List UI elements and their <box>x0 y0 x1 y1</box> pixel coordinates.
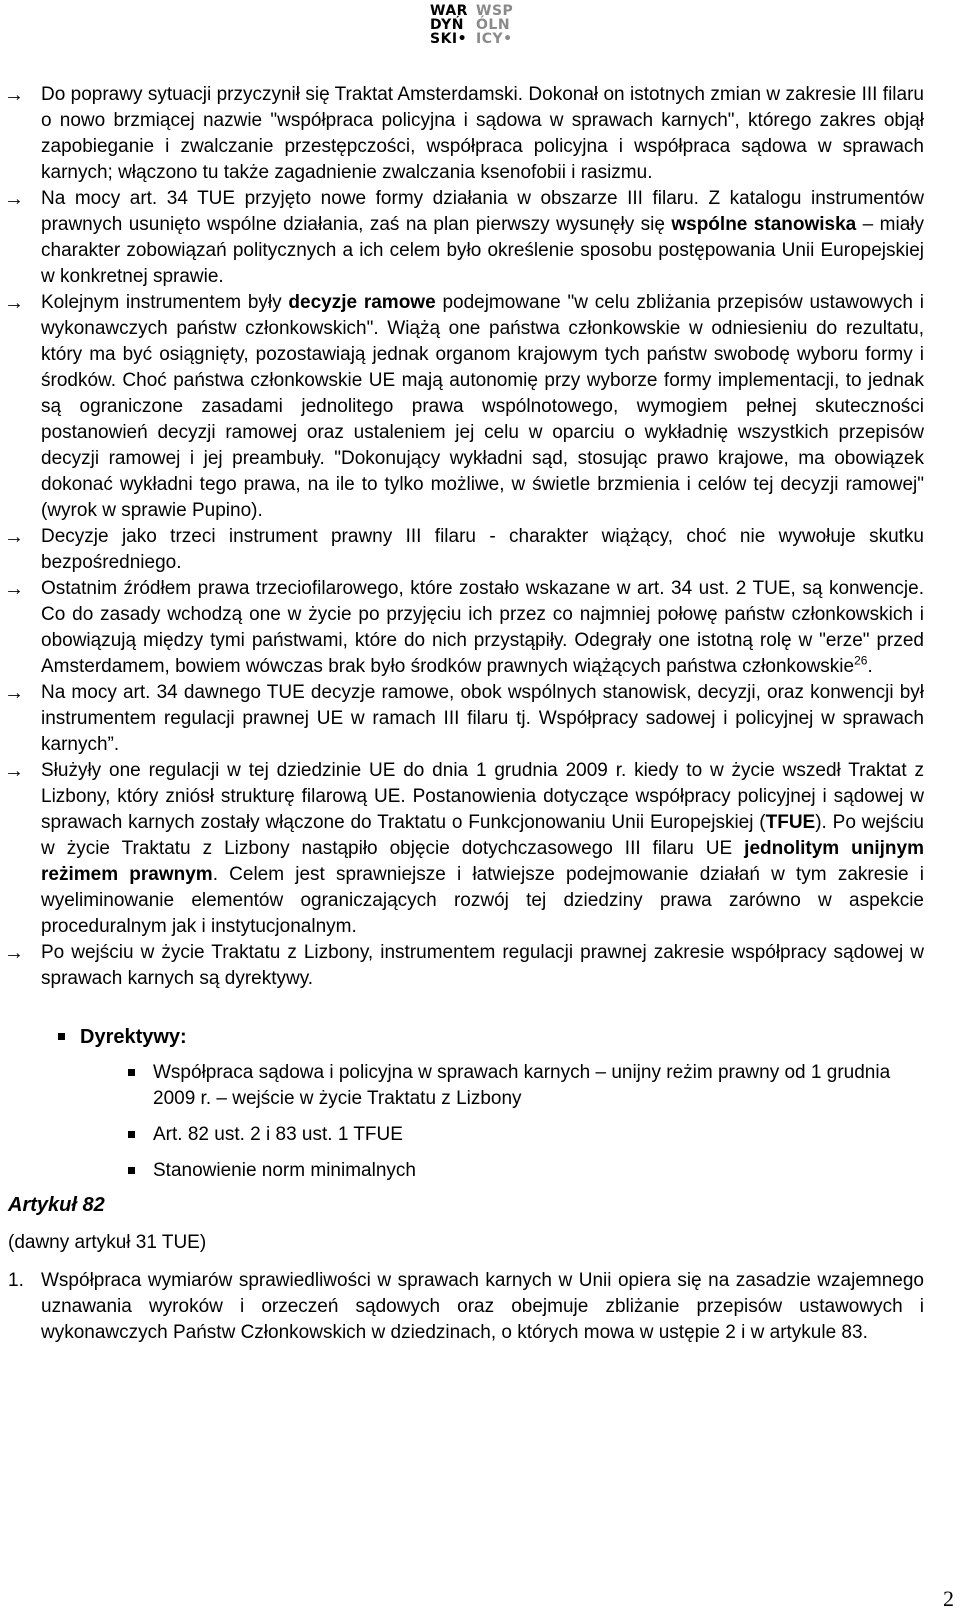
arrow-icon: → <box>4 578 24 600</box>
paragraph-text: ). Po wejściu w życie Traktatu z Lizbony nastąpiło objęcie dotychczasowego III filaru UE <box>41 812 925 859</box>
list-item-text: Stanowienie norm minimalnych <box>153 1160 416 1181</box>
bold-term: decyzje ramowe <box>288 292 436 313</box>
paragraph-text: Służyły one regulacji w tej dziedzinie UE do dnia 1 grudnia 2009 r. kiedy to w życie wszedł Traktat z Lizbony, który zniósł strukturę filarową UE. Postanowienia dotyczące współpracy policyjnej i sądowej w sprawach karnych zostały włączone do Traktatu o Funkcjonowaniu Unii Europejskiej ( <box>41 760 924 833</box>
paragraph <box>0 940 924 992</box>
square-bullet-icon <box>128 1167 135 1174</box>
paragraph-text: podejmowane "w celu zbliżania przepisów ustawowych i wykonawczych państw członkowskich". Wiążą one państwa członkowskie w odniesieniu do rezultatu, który ma być osiągnięty, pozostawiają jednak organom krajowym tych państw swobodę wyboru formy i środków. Choć państwa członkowskie UE mają autonomię przy wyborze formy implementacji, to jednak są ograniczone zasadami jednolitego prawa wspólnotowego, wymogiem pełnej skuteczności postanowień decyzji ramowej oraz ustaleniem jej celu w oparciu o wykładnię wszystkich przepisów decyzji ramowej i jej preambuły. "Dokonujący wykładni sąd, stosując prawo krajowe, ma obowiązek dokonać wykładni tego prawa, na ile to tylko możliwe, w świetle brzmienia i celów tej decyzji ramowej" (wyrok w sprawie Pupino). <box>41 292 924 521</box>
paragraph <box>0 186 924 290</box>
list-item <box>0 1122 926 1148</box>
point-text: Współpraca wymiarów sprawiedliwości w sprawach karnych w Unii opiera się na zasadzie wzajemnego uznawania wyroków i orzeczeń sądowych oraz obejmuje zbliżanie przepisów ustawowych i wykonawczych Państw Członkowskich w dziedzinach, o których mowa w ustępie 2 i w artykule 83. <box>41 1270 924 1343</box>
arrow-icon: → <box>4 84 24 106</box>
paragraph <box>0 82 924 186</box>
section-heading <box>0 1024 960 1050</box>
paragraph-text: Do poprawy sytuacji przyczynił się Traktat Amsterdamski. Dokonał on istotnych zmian w zakresie III filaru o nowo brzmiącej nazwie "współpraca policyjna i sądowa w sprawach karnych", którego zakres objął zapobieganie i zwalczanie przestępczości, współpraca policyjna i współpraca sądowa w sprawach karnych; włączono tu także zagadnienie zwalczania ksenofobii i rasizmu. <box>41 84 924 183</box>
arrow-icon: → <box>4 292 24 314</box>
paragraph <box>0 290 924 524</box>
paragraph-text: Ostatnim źródłem prawa trzeciofilarowego, które zostało wskazane w art. 34 ust. 2 TUE, są konwencje. Co do zasady wchodzą one w życie po przyjęciu ich przez co najmniej połowę państw członkowskich i obowiązują między tymi państwami, które do nich przystąpiły. Odegrały one istotną rolę w "erze" przed Amsterdamem, bowiem wówczas brak było środków prawnych wiążących państwa członkowskie <box>41 578 924 677</box>
paragraph-text: – miały charakter zobowiązań politycznych a ich celem było określenie sposobu postępowania Unii Europejskiej w konkretnej sprawie. <box>41 214 924 287</box>
paragraph-text: . Celem jest sprawniejsze i łatwiejsze podejmowanie działań w tym zakresie i wyeliminowanie elementów ograniczających rozwój tej dziedziny prawa zarówno w aspekcie proceduralnym jak i instytucjonalnym. <box>41 864 924 937</box>
arrow-icon: → <box>4 188 24 210</box>
arrow-icon: → <box>4 526 24 548</box>
numbered-point <box>0 1268 924 1346</box>
paragraph-text: . <box>867 656 873 677</box>
list-item <box>0 1060 926 1112</box>
square-bullet-icon <box>58 1033 65 1040</box>
logo-text: SKI• <box>430 31 468 47</box>
logo <box>430 4 530 46</box>
paragraph <box>0 524 924 576</box>
paragraph-text: Po wejściu w życie Traktatu z Lizbony, instrumentem regulacji prawnej zakresie współpracy sądowej w sprawach karnych są dyrektywy. <box>41 942 924 989</box>
list-item <box>0 1158 926 1184</box>
article-subtitle: (dawny artykuł 31 TUE) <box>8 1232 207 1253</box>
paragraph-text: Na mocy art. 34 TUE przyjęto nowe formy działania w obszarze III filaru. Z katalogu instrumentów prawnych usunięto wspólne działania, zaś na plan pierwszy wysunęły się <box>41 188 924 235</box>
arrow-icon: → <box>4 942 24 964</box>
bold-term: wspólne stanowiska <box>671 214 857 235</box>
bold-term: TFUE <box>765 812 816 833</box>
logo-text: WAR <box>430 3 468 19</box>
section-heading-text: Dyrektywy: <box>80 1026 187 1048</box>
paragraph <box>0 680 924 758</box>
point-number: 1. <box>8 1270 24 1291</box>
document-body <box>0 82 960 1346</box>
arrow-icon: → <box>4 760 24 782</box>
paragraph-text: Decyzje jako trzeci instrument prawny III filaru - charakter wiążący, choć nie wywołuje skutku bezpośredniego. <box>41 526 924 573</box>
paragraph-text: Kolejnym instrumentem były <box>41 292 289 313</box>
list-item-text: Art. 82 ust. 2 i 83 ust. 1 TFUE <box>153 1124 403 1145</box>
footnote-ref: 26 <box>854 653 868 668</box>
paragraph <box>0 576 924 680</box>
paragraph <box>0 758 924 940</box>
article-title: Artykuł 82 <box>8 1194 105 1216</box>
paragraph-text: Na mocy art. 34 dawnego TUE decyzje ramowe, obok wspólnych stanowisk, decyzji, oraz konwencji był instrumentem regulacji prawnej UE w ramach III filaru tj. Współpracy sadowej i policyjnej w sprawach karnych”. <box>41 682 924 755</box>
arrow-icon: → <box>4 682 24 704</box>
logo-text: DYŃ <box>430 17 464 33</box>
logo-text: ÓLN <box>476 17 511 33</box>
logo-text: ICY• <box>476 31 513 47</box>
list-item-text: Współpraca sądowa i policyjna w sprawach karnych – unijny reżim prawny od 1 grudnia 2009 r. – wejście w życie Traktatu z Lizbony <box>153 1062 891 1109</box>
square-bullet-icon <box>128 1131 135 1138</box>
bold-term: jednolitym unijnym reżimem prawnym <box>41 838 925 885</box>
logo-text: WSP <box>476 3 514 19</box>
page-number: 2 <box>943 1586 954 1611</box>
square-bullet-icon <box>128 1069 135 1076</box>
